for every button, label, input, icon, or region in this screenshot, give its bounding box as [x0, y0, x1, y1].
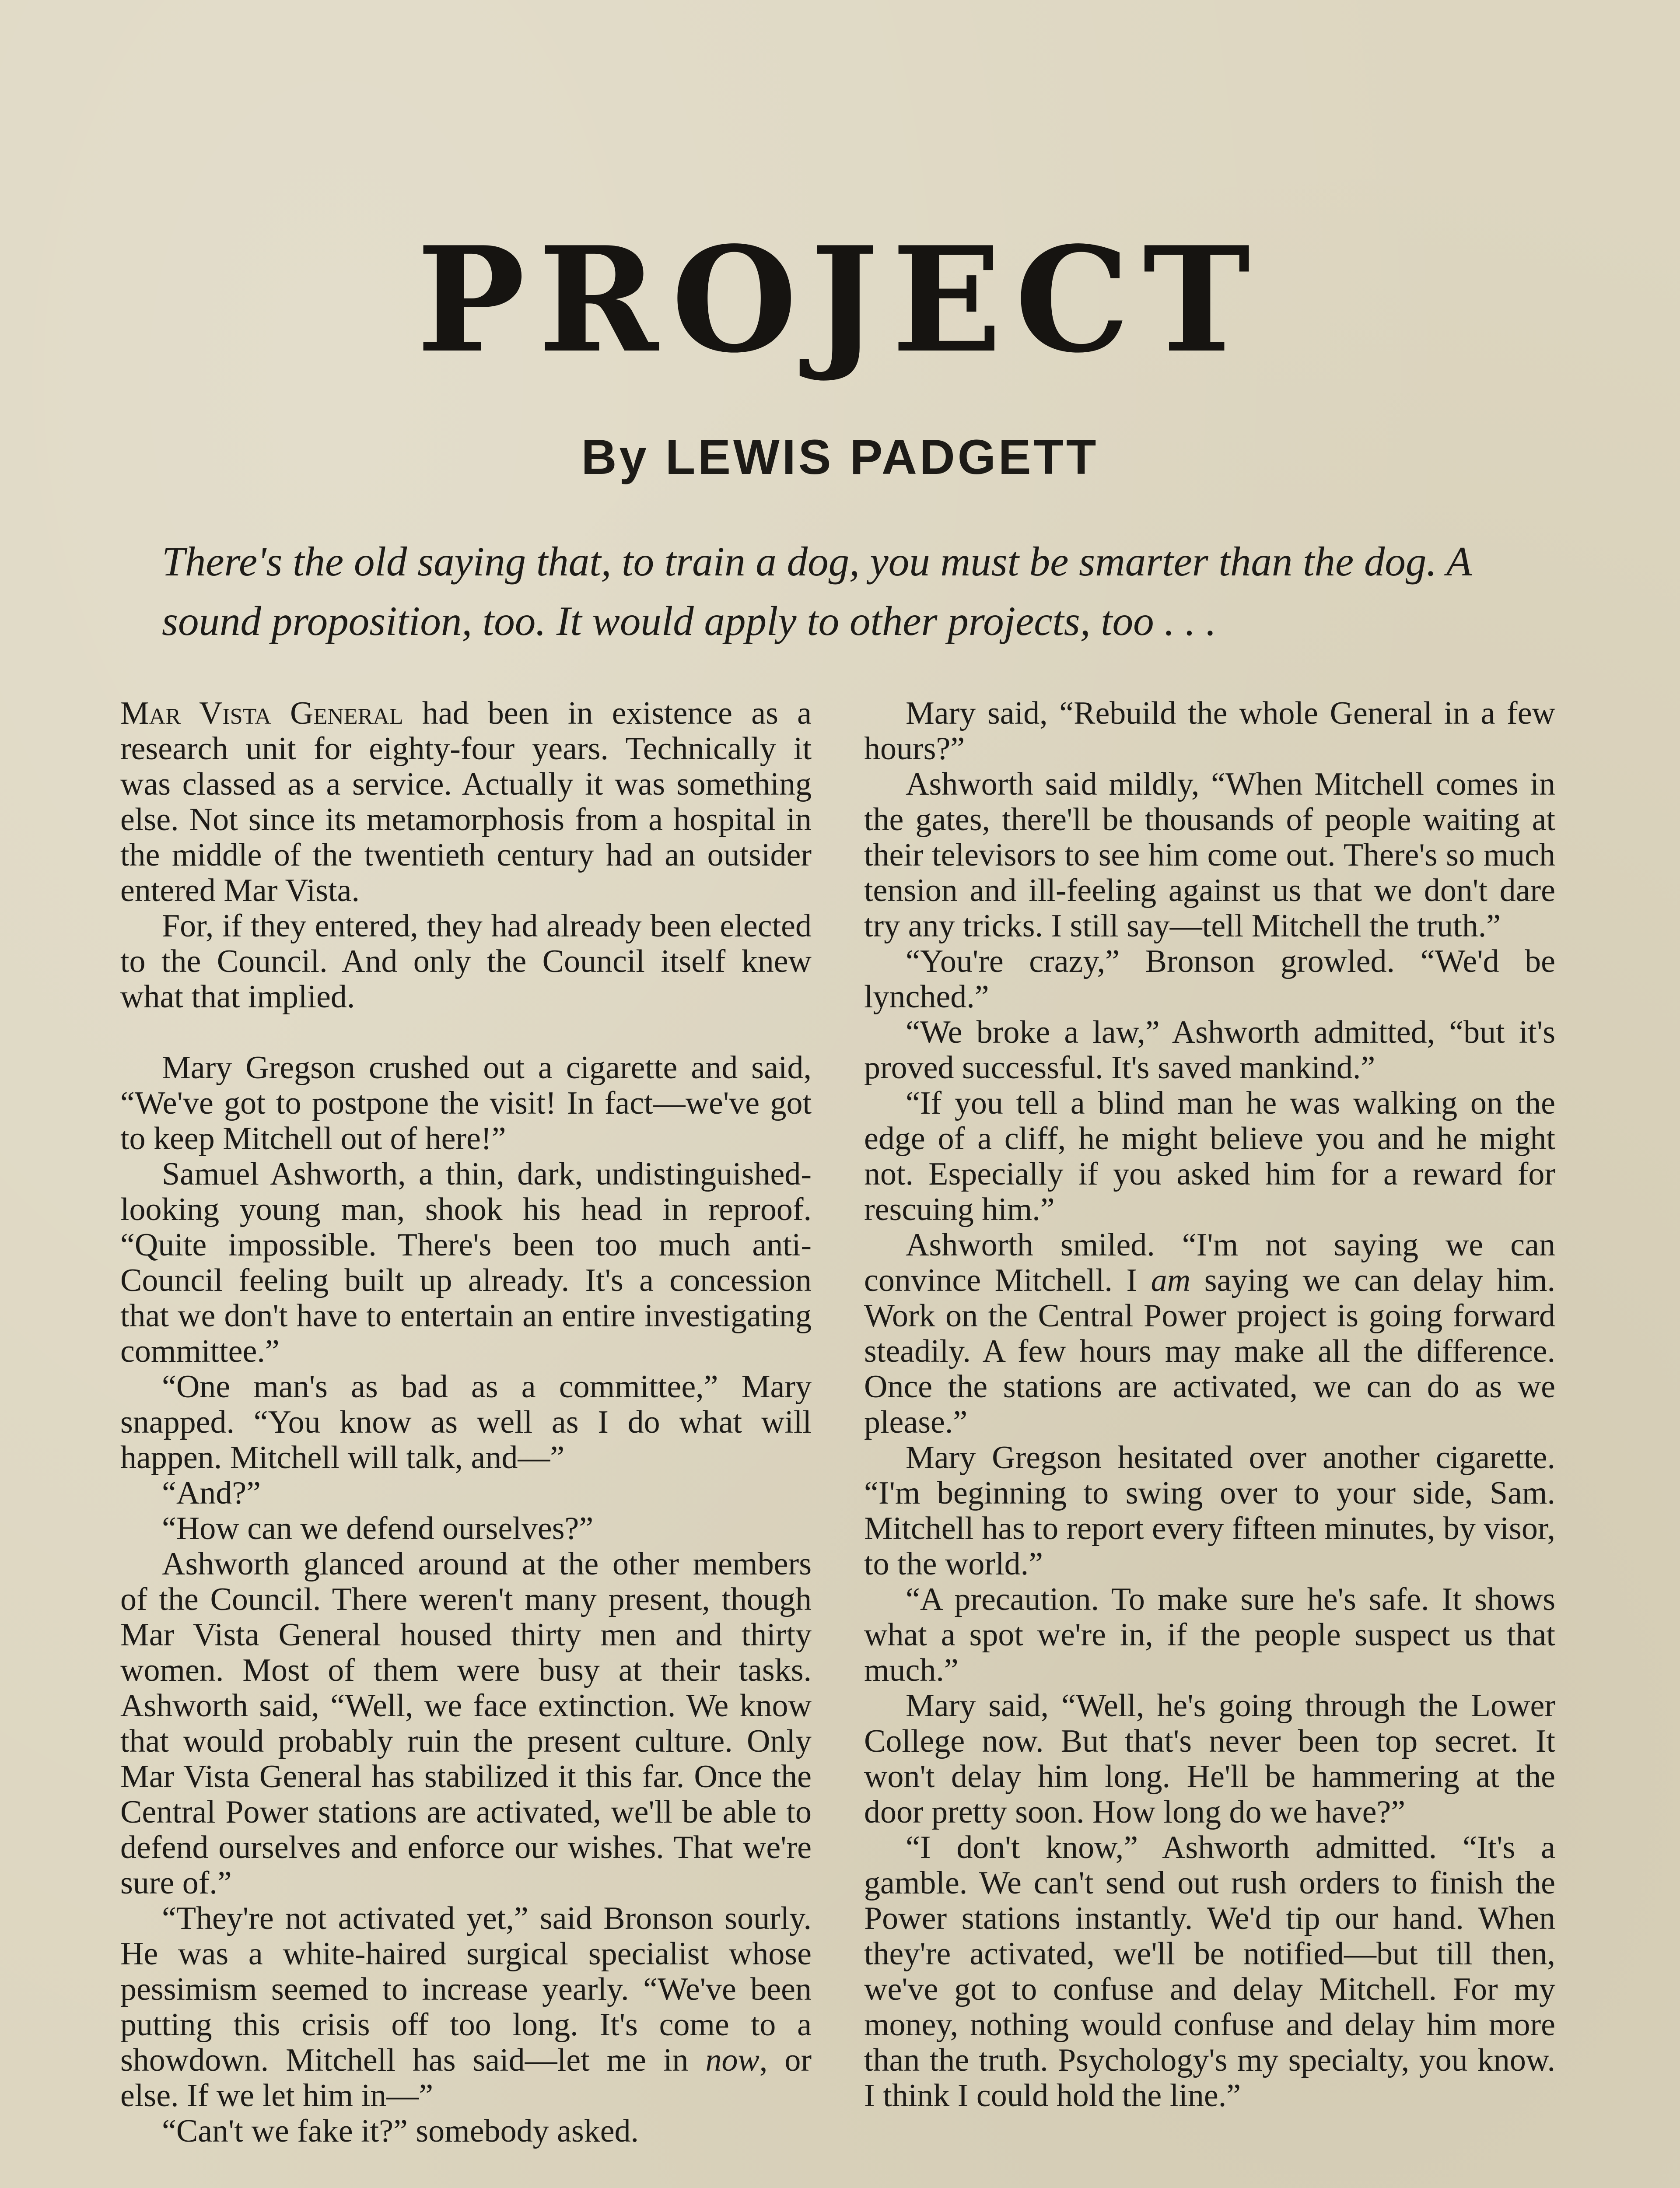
paragraph: “You're crazy,” Bronson growled. “We'd be lynched.”: [864, 943, 1555, 1015]
paragraph: Mary Gregson hesitated over another cigarette. “I'm beginning to swing over to your side, Sam. Mitchell has to report every fifteen minutes, by visor, to the world.”: [864, 1440, 1555, 1582]
paragraph: “I don't know,” Ashworth admitted. “It's a gamble. We can't send out rush orders to finish the Power stations instantly. We'd tip our hand. When they're activated, we'll be notified—but till then, we've got to confuse and delay Mitchell. For my money, nothing would confuse and delay him more than the truth. Psychology's my specialty, you know. I think I could hold the line.”: [864, 1830, 1555, 2114]
author-byline: By LEWIS PADGETT: [581, 430, 1099, 484]
paragraph: Mar Vista General had been in existence as a research unit for eighty-four years. Technically it was classed as a service. Actually it was something else. Not since its metamorphosis from a hospital in the middle of the twentieth century had an outsider entered Mar Vista.: [120, 695, 812, 908]
paragraph: Samuel Ashworth, a thin, dark, undistinguished-looking young man, shook his head in reproof. “Quite impossible. There's been too much anti-Council feeling built up already. It's a concession that we don't have to entertain an entire investigating committee.”: [120, 1156, 812, 1369]
paragraph: Ashworth smiled. “I'm not saying we can convince Mitchell. I am saying we can delay him. Work on the Central Power project is going forward steadily. A few hours may make all the difference. Once the stations are activated, we can do as we please.”: [864, 1227, 1556, 1440]
left-text-column: [120, 696, 812, 2149]
paragraph: Mary said, “Rebuild the whole General in a few hours?”: [864, 695, 1555, 767]
paragraph: Ashworth glanced around at the other members of the Council. There weren't many present, though Mar Vista General housed thirty men and thirty women. Most of them were busy at their tasks. Ashworth said, “Well, we face extinction. We know that would probably ruin the present culture. Only Mar Vista General has stabilized it this far. Once the Central Power stations are activated, we'll be able to defend ourselves and enforce our wishes. That we're sure of.”: [120, 1546, 812, 1901]
opening-small-caps: Mar Vista General: [120, 695, 403, 731]
paragraph: “Can't we fake it?” somebody asked.: [162, 2113, 639, 2149]
paragraph: “They're not activated yet,” said Bronson sourly. He was a white-haired surgical specialist whose pessimism seemed to increase yearly. “We've been putting this crisis off too long. It's come to a showdown. Mitchell has said—let me in now, or else. If we let him in—”: [120, 1900, 812, 2114]
emphasis: now: [705, 2042, 760, 2078]
paragraph: For, if they entered, they had already been elected to the Council. And only the Council itself knew what that implied.: [120, 908, 812, 1015]
paragraph: Mary Gregson crushed out a cigarette and said, “We've got to postpone the visit! In fact—we've got to keep Mitchell out of here!”: [120, 1050, 812, 1157]
paragraph: “A precaution. To make sure he's safe. It shows what a spot we're in, if the people suspect us that much.”: [864, 1581, 1555, 1688]
paragraph: “And?”: [162, 1475, 261, 1511]
paragraph: “One man's as bad as a committee,” Mary snapped. “You know as well as I do what will happen. Mitchell will talk, and—”: [120, 1369, 812, 1476]
emphasis: am: [1151, 1262, 1191, 1298]
right-text-column: [864, 696, 1555, 2114]
paragraph: “We broke a law,” Ashworth admitted, “but it's proved successful. It's saved mankind.”: [864, 1014, 1555, 1086]
paragraph: Ashworth said mildly, “When Mitchell comes in the gates, there'll be thousands of people waiting at their televisors to see him come out. There's so much tension and ill-feeling against us that we don't dare try any tricks. I still say—tell Mitchell the truth.”: [864, 766, 1555, 944]
paragraph: “If you tell a blind man he was walking on the edge of a cliff, he might believe you and he might not. Especially if you asked him for a reward for rescuing him.”: [864, 1085, 1555, 1227]
paragraph: Mary said, “Well, he's going through the Lower College now. But that's never been top secret. It won't delay him long. He'll be hammering at the door pretty soon. How long do we have?”: [864, 1688, 1555, 1830]
intro-blurb: There's the old saying that, to train a dog, you must be smarter than the dog. A sound proposition, too. It would apply to other projects, too . . .: [162, 538, 1471, 644]
paragraph: “How can we defend ourselves?”: [162, 1511, 594, 1546]
story-title: PROJECT: [416, 215, 1264, 385]
